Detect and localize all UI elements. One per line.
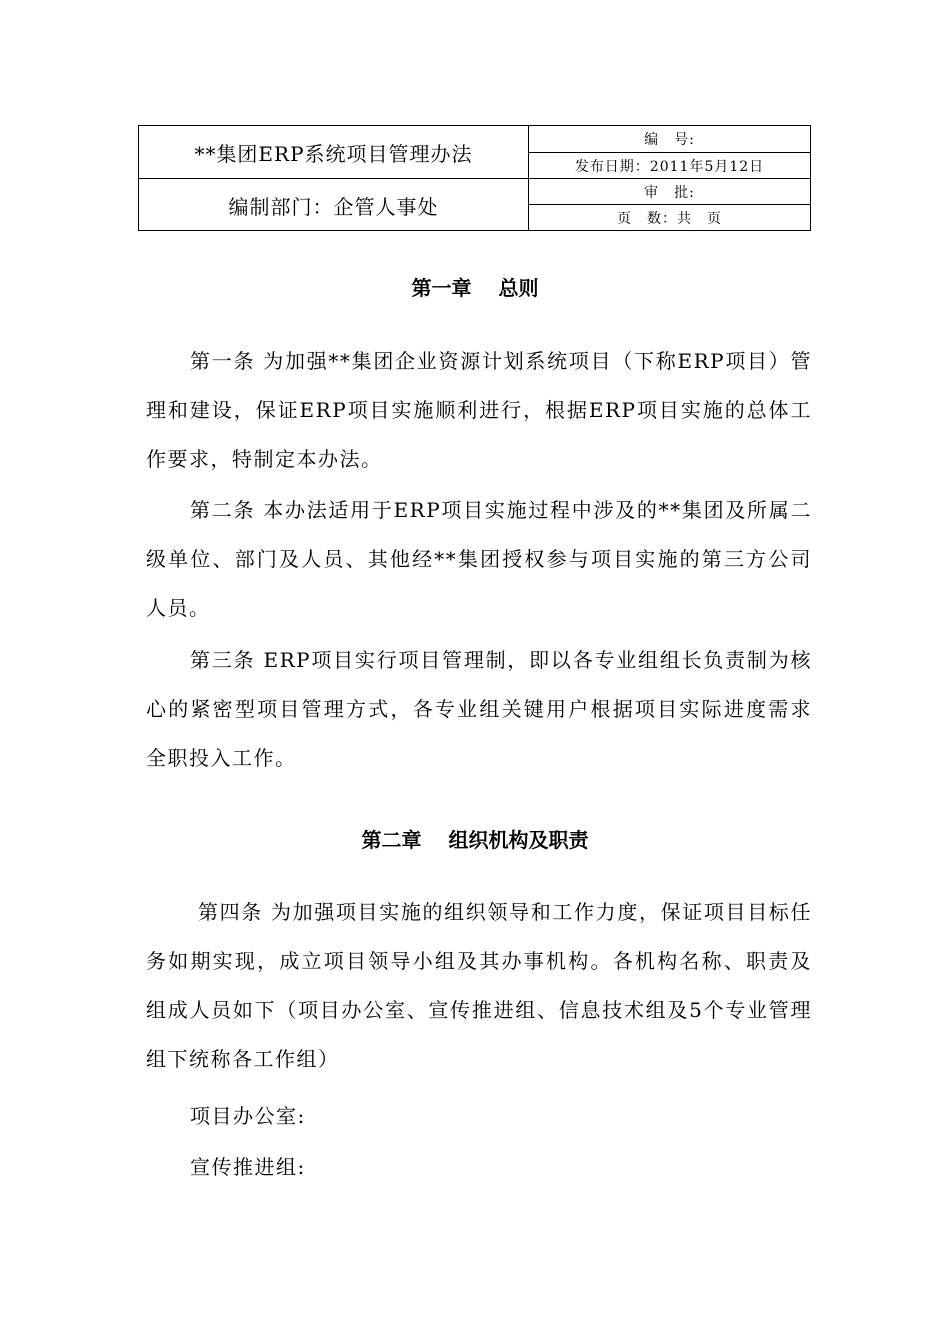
chapter-2-title: 第二章 组织机构及职责	[361, 828, 589, 852]
article-1: 第一条 为加强**集团企业资源计划系统项目（下称ERP项目）管理和建设，保证ERP项目实施顺利进行，根据ERP项目实施的总体工作要求，特制定本办法。	[146, 349, 812, 471]
approval-label: 审 批:	[644, 184, 695, 201]
header-table	[138, 125, 811, 231]
item-project-office: 项目办公室:	[190, 1104, 306, 1128]
publish-date: 发布日期：2011年5月12日	[574, 158, 765, 175]
pages-label: 页 数：共 页	[617, 210, 722, 227]
chapter-1-title: 第一章 总则	[411, 276, 539, 300]
article-4: 第四条 为加强项目实施的组织领导和工作力度，保证项目目标任务如期实现，成立项目领导小组及其办事机构。各机构名称、职责及组成人员如下（项目办公室、宣传推进组、信息技术组及5个专业管理组下统称各工作组）	[146, 900, 812, 1071]
article-3: 第三条 ERP项目实行项目管理制，即以各专业组组长负责制为核心的紧密型项目管理方式，各专业组关键用户根据项目实际进度需求全职投入工作。	[146, 648, 812, 770]
article-2: 第二条 本办法适用于ERP项目实施过程中涉及的**集团及所属二级单位、部门及人员、其他经**集团授权参与项目实施的第三方公司人员。	[146, 498, 812, 620]
document-title: **集团ERP系统项目管理办法	[194, 141, 473, 166]
number-label: 编 号:	[644, 132, 695, 148]
department-label: 编制部门：企管人事处	[228, 194, 439, 219]
item-promotion-group: 宣传推进组:	[190, 1155, 306, 1179]
